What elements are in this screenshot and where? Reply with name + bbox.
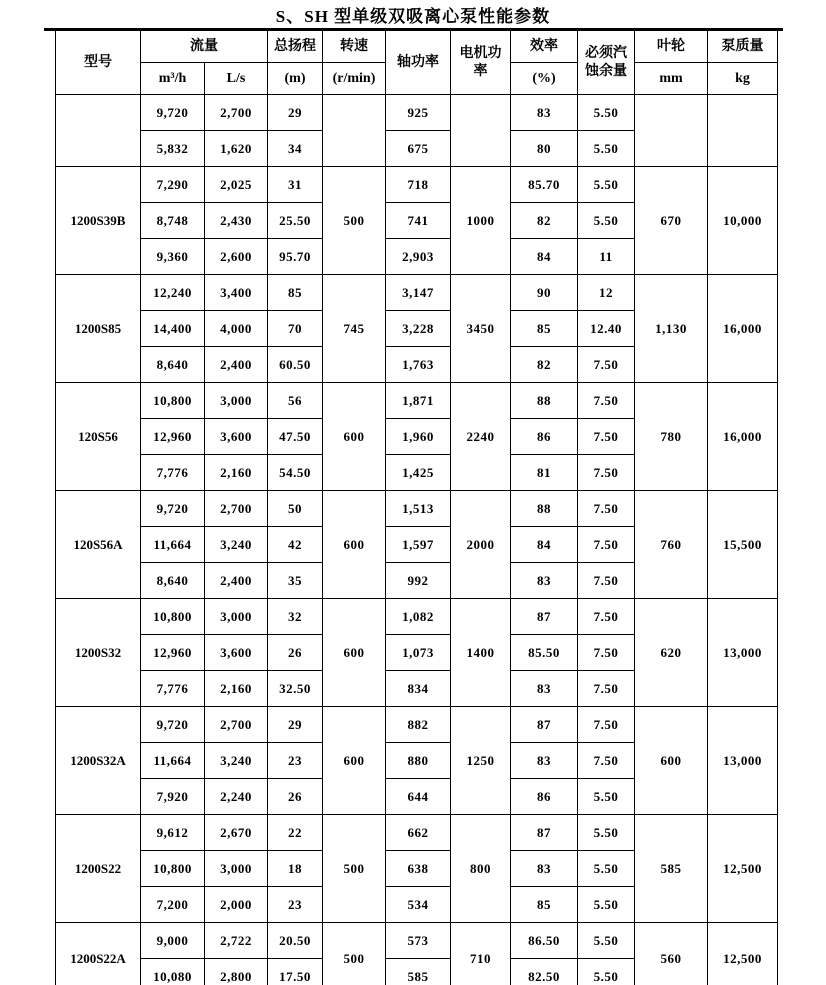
cell-head: 26 [268, 779, 323, 815]
cell-flow-m3h: 7,920 [141, 779, 205, 815]
cell-head: 34 [268, 131, 323, 167]
cell-efficiency: 82 [511, 347, 578, 383]
cell-head: 54.50 [268, 455, 323, 491]
cell-efficiency: 88 [511, 383, 578, 419]
cell-flow-ls: 3,240 [205, 743, 268, 779]
cell-flow-ls: 2,722 [205, 923, 268, 959]
cell-efficiency: 84 [511, 527, 578, 563]
cell-flow-m3h: 7,776 [141, 671, 205, 707]
cell-npsh: 7.50 [578, 347, 635, 383]
cell-head: 60.50 [268, 347, 323, 383]
header-mass: 泵质量 [708, 31, 778, 63]
table-row [56, 167, 778, 203]
table-header [56, 31, 778, 95]
cell-head: 25.50 [268, 203, 323, 239]
cell-model: 120S56 [56, 383, 141, 491]
header-row-1 [56, 31, 778, 63]
cell-flow-ls: 2,160 [205, 671, 268, 707]
cell-flow-m3h: 9,360 [141, 239, 205, 275]
cell-flow-m3h: 10,800 [141, 383, 205, 419]
cell-model: 1200S85 [56, 275, 141, 383]
cell-impeller: 560 [635, 923, 708, 985]
header-efficiency: 效率 [511, 31, 578, 63]
cell-npsh: 5.50 [578, 887, 635, 923]
cell-flow-ls: 4,000 [205, 311, 268, 347]
cell-flow-ls: 3,600 [205, 635, 268, 671]
cell-flow-ls: 2,400 [205, 563, 268, 599]
cell-model: 1200S22A [56, 923, 141, 985]
cell-impeller: 1,130 [635, 275, 708, 383]
cell-flow-m3h: 12,960 [141, 419, 205, 455]
cell-npsh: 7.50 [578, 419, 635, 455]
cell-efficiency: 82 [511, 203, 578, 239]
cell-impeller: 600 [635, 707, 708, 815]
cell-motor-power: 2240 [451, 383, 511, 491]
cell-flow-m3h: 8,640 [141, 563, 205, 599]
header-flow-m3h-unit: m³/h [141, 63, 205, 95]
cell-shaft-power: 925 [386, 95, 451, 131]
cell-speed: 600 [323, 707, 386, 815]
cell-model: 1200S22 [56, 815, 141, 923]
cell-model: 120S56A [56, 491, 141, 599]
cell-head: 56 [268, 383, 323, 419]
cell-motor-power: 1250 [451, 707, 511, 815]
cell-shaft-power: 718 [386, 167, 451, 203]
cell-flow-ls: 2,670 [205, 815, 268, 851]
cell-npsh: 5.50 [578, 851, 635, 887]
header-impeller-unit: mm [635, 63, 708, 95]
cell-flow-m3h: 10,080 [141, 959, 205, 985]
cell-npsh: 7.50 [578, 599, 635, 635]
cell-efficiency: 83 [511, 743, 578, 779]
header-npsh: 必须汽蚀余量 [578, 31, 635, 95]
cell-efficiency: 85.50 [511, 635, 578, 671]
cell-mass [708, 95, 778, 167]
cell-mass: 15,500 [708, 491, 778, 599]
cell-npsh: 5.50 [578, 95, 635, 131]
cell-head: 70 [268, 311, 323, 347]
cell-speed: 745 [323, 275, 386, 383]
cell-model: 1200S39B [56, 167, 141, 275]
cell-npsh: 7.50 [578, 455, 635, 491]
cell-shaft-power: 741 [386, 203, 451, 239]
header-head: 总扬程 [268, 31, 323, 63]
cell-flow-ls: 3,240 [205, 527, 268, 563]
cell-shaft-power: 1,597 [386, 527, 451, 563]
cell-flow-ls: 2,700 [205, 95, 268, 131]
cell-impeller: 620 [635, 599, 708, 707]
cell-npsh: 5.50 [578, 959, 635, 985]
cell-shaft-power: 662 [386, 815, 451, 851]
cell-motor-power: 800 [451, 815, 511, 923]
cell-shaft-power: 638 [386, 851, 451, 887]
cell-speed: 600 [323, 599, 386, 707]
cell-shaft-power: 1,960 [386, 419, 451, 455]
header-impeller: 叶轮 [635, 31, 708, 63]
table-row [56, 383, 778, 419]
cell-flow-m3h: 11,664 [141, 527, 205, 563]
cell-flow-ls: 2,800 [205, 959, 268, 985]
cell-flow-m3h: 8,748 [141, 203, 205, 239]
table-row [56, 275, 778, 311]
cell-motor-power: 3450 [451, 275, 511, 383]
cell-head: 85 [268, 275, 323, 311]
cell-head: 32.50 [268, 671, 323, 707]
cell-npsh: 12.40 [578, 311, 635, 347]
cell-flow-ls: 3,400 [205, 275, 268, 311]
cell-motor-power: 1400 [451, 599, 511, 707]
cell-flow-ls: 2,400 [205, 347, 268, 383]
cell-flow-m3h: 10,800 [141, 599, 205, 635]
cell-speed: 500 [323, 167, 386, 275]
cell-efficiency: 81 [511, 455, 578, 491]
cell-motor-power: 1000 [451, 167, 511, 275]
cell-flow-m3h: 9,000 [141, 923, 205, 959]
cell-head: 29 [268, 95, 323, 131]
cell-npsh: 7.50 [578, 563, 635, 599]
cell-head: 29 [268, 707, 323, 743]
cell-mass: 16,000 [708, 275, 778, 383]
header-motor-power: 电机功率 [451, 31, 511, 95]
cell-flow-ls: 2,160 [205, 455, 268, 491]
cell-npsh: 7.50 [578, 743, 635, 779]
cell-shaft-power: 1,073 [386, 635, 451, 671]
cell-shaft-power: 534 [386, 887, 451, 923]
cell-npsh: 5.50 [578, 203, 635, 239]
cell-head: 20.50 [268, 923, 323, 959]
cell-shaft-power: 882 [386, 707, 451, 743]
cell-mass: 16,000 [708, 383, 778, 491]
cell-shaft-power: 573 [386, 923, 451, 959]
cell-npsh: 7.50 [578, 635, 635, 671]
cell-npsh: 12 [578, 275, 635, 311]
cell-efficiency: 82.50 [511, 959, 578, 985]
cell-flow-ls: 2,700 [205, 491, 268, 527]
cell-flow-ls: 3,000 [205, 851, 268, 887]
cell-npsh: 5.50 [578, 815, 635, 851]
cell-head: 42 [268, 527, 323, 563]
cell-shaft-power: 3,147 [386, 275, 451, 311]
header-flow-ls-unit: L/s [205, 63, 268, 95]
cell-efficiency: 85 [511, 887, 578, 923]
cell-flow-m3h: 7,776 [141, 455, 205, 491]
cell-flow-m3h: 9,720 [141, 491, 205, 527]
cell-efficiency: 83 [511, 671, 578, 707]
cell-npsh: 5.50 [578, 923, 635, 959]
page-title: S、SH 型单级双吸离心泵性能参数 [275, 7, 551, 26]
cell-shaft-power: 834 [386, 671, 451, 707]
cell-model: 1200S32A [56, 707, 141, 815]
cell-head: 17.50 [268, 959, 323, 985]
pump-performance-table [55, 31, 778, 985]
cell-impeller: 760 [635, 491, 708, 599]
cell-head: 26 [268, 635, 323, 671]
cell-shaft-power: 1,871 [386, 383, 451, 419]
table-row [56, 815, 778, 851]
cell-flow-ls: 2,700 [205, 707, 268, 743]
cell-flow-ls: 2,000 [205, 887, 268, 923]
cell-mass: 12,500 [708, 923, 778, 985]
cell-efficiency: 85.70 [511, 167, 578, 203]
cell-efficiency: 87 [511, 707, 578, 743]
cell-head: 32 [268, 599, 323, 635]
header-efficiency-unit: (%) [511, 63, 578, 95]
cell-mass: 10,000 [708, 167, 778, 275]
cell-shaft-power: 3,228 [386, 311, 451, 347]
cell-speed: 500 [323, 815, 386, 923]
table-row [56, 923, 778, 959]
cell-mass: 13,000 [708, 599, 778, 707]
cell-head: 35 [268, 563, 323, 599]
header-model: 型号 [56, 31, 141, 95]
cell-flow-ls: 3,000 [205, 599, 268, 635]
cell-flow-ls: 2,240 [205, 779, 268, 815]
cell-efficiency: 86 [511, 419, 578, 455]
cell-efficiency: 85 [511, 311, 578, 347]
cell-efficiency: 83 [511, 563, 578, 599]
cell-motor-power: 710 [451, 923, 511, 985]
cell-head: 50 [268, 491, 323, 527]
cell-head: 23 [268, 887, 323, 923]
cell-efficiency: 86 [511, 779, 578, 815]
cell-flow-ls: 2,025 [205, 167, 268, 203]
cell-shaft-power: 585 [386, 959, 451, 985]
cell-shaft-power: 2,903 [386, 239, 451, 275]
cell-efficiency: 87 [511, 815, 578, 851]
cell-mass: 13,000 [708, 707, 778, 815]
cell-flow-m3h: 5,832 [141, 131, 205, 167]
cell-npsh: 11 [578, 239, 635, 275]
cell-efficiency: 88 [511, 491, 578, 527]
cell-npsh: 5.50 [578, 131, 635, 167]
cell-efficiency: 90 [511, 275, 578, 311]
cell-model: 1200S32 [56, 599, 141, 707]
cell-efficiency: 86.50 [511, 923, 578, 959]
cell-shaft-power: 1,082 [386, 599, 451, 635]
cell-shaft-power: 992 [386, 563, 451, 599]
cell-flow-m3h: 8,640 [141, 347, 205, 383]
cell-head: 95.70 [268, 239, 323, 275]
cell-flow-ls: 2,430 [205, 203, 268, 239]
cell-speed: 500 [323, 923, 386, 985]
cell-flow-ls: 3,000 [205, 383, 268, 419]
cell-npsh: 5.50 [578, 167, 635, 203]
cell-impeller: 585 [635, 815, 708, 923]
cell-npsh: 7.50 [578, 527, 635, 563]
cell-shaft-power: 1,425 [386, 455, 451, 491]
cell-flow-m3h: 7,200 [141, 887, 205, 923]
cell-flow-m3h: 9,720 [141, 95, 205, 131]
cell-shaft-power: 644 [386, 779, 451, 815]
table-row [56, 491, 778, 527]
cell-efficiency: 83 [511, 95, 578, 131]
cell-flow-m3h: 9,612 [141, 815, 205, 851]
cell-flow-ls: 2,600 [205, 239, 268, 275]
cell-speed [323, 95, 386, 167]
cell-flow-m3h: 10,800 [141, 851, 205, 887]
cell-head: 47.50 [268, 419, 323, 455]
cell-shaft-power: 880 [386, 743, 451, 779]
header-head-unit: (m) [268, 63, 323, 95]
cell-flow-ls: 3,600 [205, 419, 268, 455]
table-body [56, 95, 778, 985]
cell-mass: 12,500 [708, 815, 778, 923]
cell-shaft-power: 675 [386, 131, 451, 167]
cell-impeller: 670 [635, 167, 708, 275]
cell-motor-power: 2000 [451, 491, 511, 599]
header-mass-unit: kg [708, 63, 778, 95]
header-speed: 转速 [323, 31, 386, 63]
cell-flow-ls: 1,620 [205, 131, 268, 167]
cell-speed: 600 [323, 383, 386, 491]
cell-shaft-power: 1,513 [386, 491, 451, 527]
table-row [56, 707, 778, 743]
cell-efficiency: 80 [511, 131, 578, 167]
cell-npsh: 7.50 [578, 707, 635, 743]
cell-speed: 600 [323, 491, 386, 599]
cell-flow-m3h: 11,664 [141, 743, 205, 779]
cell-efficiency: 83 [511, 851, 578, 887]
cell-impeller: 780 [635, 383, 708, 491]
cell-head: 18 [268, 851, 323, 887]
cell-model [56, 95, 141, 167]
cell-npsh: 7.50 [578, 383, 635, 419]
header-flow: 流量 [141, 31, 268, 63]
cell-flow-m3h: 7,290 [141, 167, 205, 203]
cell-shaft-power: 1,763 [386, 347, 451, 383]
cell-npsh: 5.50 [578, 779, 635, 815]
cell-npsh: 7.50 [578, 671, 635, 707]
header-shaft-power: 轴功率 [386, 31, 451, 95]
cell-flow-m3h: 9,720 [141, 707, 205, 743]
cell-head: 22 [268, 815, 323, 851]
cell-head: 31 [268, 167, 323, 203]
cell-head: 23 [268, 743, 323, 779]
cell-flow-m3h: 14,400 [141, 311, 205, 347]
cell-efficiency: 84 [511, 239, 578, 275]
cell-npsh: 7.50 [578, 491, 635, 527]
cell-flow-m3h: 12,240 [141, 275, 205, 311]
table-row [56, 599, 778, 635]
header-speed-unit: (r/min) [323, 63, 386, 95]
table-row [56, 95, 778, 131]
cell-flow-m3h: 12,960 [141, 635, 205, 671]
cell-motor-power [451, 95, 511, 167]
cell-impeller [635, 95, 708, 167]
cell-efficiency: 87 [511, 599, 578, 635]
